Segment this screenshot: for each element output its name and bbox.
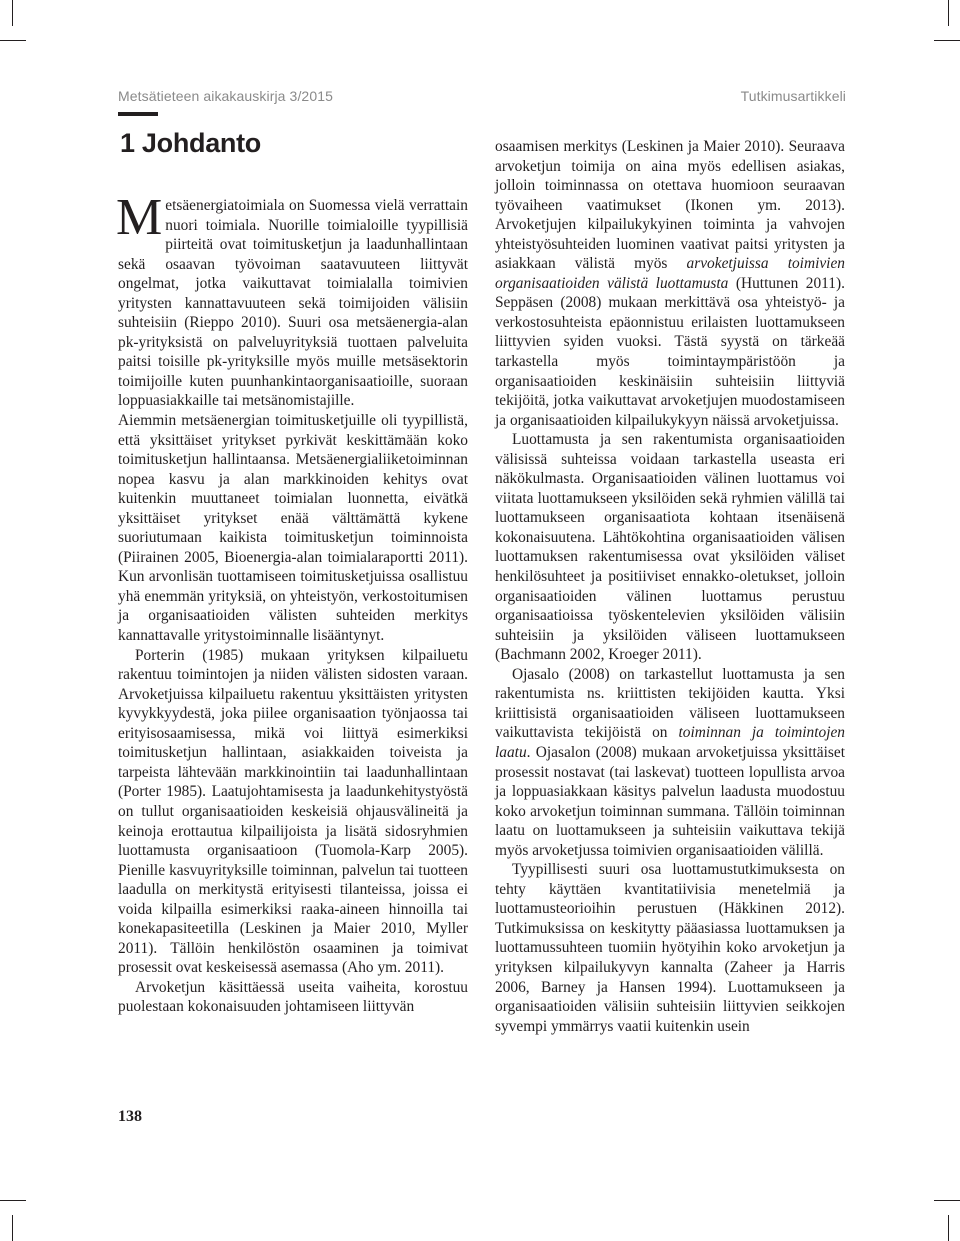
header-rule — [118, 112, 158, 116]
paragraph — [495, 137, 845, 430]
paragraph-text: . Ojasalon (2008) mukaan arvoketjuissa yksittäiset prosessit nostavat (tai laskevat) tuotteen lopullista arvoa ja loppuasiakkaan käsitys palvelun laadusta muodostuu koko arvoketjun toiminnan summana. Tällöin toiminnan laatu on luottamukseen ja suhteisiin vaikuttava tekijä myös arvoketjussa toimivien organisaatioiden välillä. — [495, 743, 845, 859]
crop-mark — [934, 1200, 960, 1201]
crop-mark — [948, 0, 949, 26]
paragraph — [116, 189, 468, 411]
crop-mark — [12, 1215, 13, 1241]
article-type: Tutkimusartikkeli — [740, 88, 846, 104]
section-title: 1 Johdanto — [120, 128, 262, 158]
paragraph-text: Ojasalo (2008) on tarkastellut luottamusta ja sen rakentumista ns. kriittisten tekijöiden kautta. Yksi kriittisistä organisaatioiden väliseen luottamukseen vaikuttavista tekijöistä on — [495, 665, 845, 742]
page-number: 138 — [118, 1108, 142, 1125]
paragraph: Porterin (1985) mukaan yrityksen kilpailuetu rakentuu toimintojen ja niiden välisten sidosten varaan. Arvoketjuissa kilpailuetu rakentuu yksittäisten yritysten kyvykkyydestä, joka piilee organisaation työnjaossa tai erityisosaamisessa, mikä voi liittyä esimerkiksi toimitusketjun hallintaan, asiakkaiden toiveista ja tarpeista lähtevään markkinointiin tai laadunhallintaan (Porter 1985). Laatujohtamisesta ja laadunkehitystyöstä on tullut organisaatioiden keskeisiä ohjausvälineitä ja keinoja erottautua kilpailijoista ja lisätä sidosryhmien luottamusta organisaatioon (Tuomola-Karp 2005). Pienille kasvuyrityksille toiminnan, palvelun tai tuotteen laadulla on merkitystä erityisesti tilanteissa, joissa ei voida kilpailla esimerkiksi raaka-aineen hinnoilla tai konekapasiteetilla (Leskinen ja Maier 2010, Myller 2011). Tällöin henkilöstön osaaminen ja toimivat prosessit ovat keskeisessä asemassa (Aho ym. 2011). — [118, 646, 468, 977]
paragraph: Arvoketjun käsittäessä useita vaiheita, korostuu puolestaan kokonaisuuden johtamiseen liittyvän — [118, 978, 468, 1016]
emphasis-text: toiminnan ja toimintojen laatu — [495, 724, 845, 761]
crop-mark — [948, 1215, 949, 1241]
crop-mark — [0, 1200, 26, 1201]
crop-mark — [12, 0, 13, 26]
drop-cap: M — [116, 189, 163, 246]
emphasis-text: arvoketjuissa toimivien organisaatioiden välistä luottamusta — [495, 255, 845, 292]
paragraph-text: (Huttunen 2011). Seppäsen (2008) mukaan merkittävä osa yhteistyö- ja verkostosuhteista epäonnistuu erilaisten luottamukseen liittyvien syiden vuoksi. Tästä syystä on tärkeää tarkastella myös toimintaympäristöön ja organisaatioiden keskinäisiin suhteisiin liittyviä tekijöitä, jotka vaikuttavat arvoketjujen muodostamiseen ja organisaatioiden kilpailukykyyn näissä arvoketjuissa. — [495, 274, 845, 429]
paragraph: Aiemmin metsäenergian toimitusketjuille oli tyypillistä, että yksittäiset yritykset pyrkivät keskittämään koko toimitusketjun hallintaansa. Metsäenergialiiketoiminnan nopea kasvu ja alan markkinoiden kehitys ovat kuitenkin muuttaneet toimialan luonnetta, eivätkä yksittäiset yritykset enää välttämättä kykene suoriutumaan kaikista toimitusketjun toiminnoista (Piirainen 2005, Bioenergia-alan toimialaraportti 2011). Kun arvonlisän tuottamiseen toimitusketjuissa osallistuu yhä enemmän yrityksiä, on yhteistyön, verkostoitumisen ja organisaatioiden välisten suhteiden merkitys kannattavalle yritystoiminnalle lisääntynyt. — [118, 412, 468, 645]
paragraph: Tyypillisesti suuri osa luottamustutkimuksesta on tehty käyttäen kvantitatiivisia menetelmiä ja luottamusteorioihin perustuen (Häkkinen 2012). Tutkimuksissa on keskitytty pääasiassa luottamuksen ja luottamussuhteen tuomiin hyötyihin koko arvoketjun ja yrityksen kilpailukyvyn kannalta (Zaheer ja Harris 2006, Barney ja Hansen 1994). Luottamukseen ja organisaatioiden välisiin suhteisiin liittyvien seikkojen syvempi ymmärrys vaatii kuitenkin usein — [495, 861, 845, 1035]
paragraph-text: etsäenergiatoimiala on Suomessa vielä verrattain nuori toimiala. Nuorille toimialoille tyypillisiä piirteitä ovat toimitusketjun ja laadunhallintaan sekä osaavan työvoiman saatavuuteen liittyvät ongelmat, jotka vaikuttavat toimialalla toimivien yritysten kannattavuuteen sekä toimijoiden välisiin suhteisiin (Rieppo 2010). Suuri osa metsäenergia-alan pk-yrityksistä on palveluyrityksiä tuottaen palveluita paitsi toisille pk-yrityksille myös muille metsäsektorin toimijoille kuten puunhankintaorganisaatioille, suoraan loppuasiakkaille tai metsänomistajille. — [118, 197, 468, 410]
left-column — [116, 189, 468, 1017]
crop-mark — [0, 40, 26, 41]
paragraph-text: osaamisen merkitys (Leskinen ja Maier 2010). Seuraava arvoketjun toimija on aina myös edellisen asiakas, jolloin toiminnassa on otettava huomioon seuraavan työvaiheen vaatimukset (Ikonen ym. 2013). Arvoketjujen kilpailukykyinen toiminta ja vahvojen yhteistyösuhteiden luominen vaativat paitsi yritysten ja asiakkaan välistä myös — [495, 138, 845, 273]
right-column — [495, 137, 845, 1036]
paragraph: Luottamusta ja sen rakentumista organisaatioiden välisissä suhteissa voidaan tarkastella useasta eri näkökulmasta. Organisaatioiden välinen luottamus voi viitata luottamukseen yksilöiden sekä ryhmien välillä tai luottamukseen organisaatiota kohtaan itsenäisenä kokonaisuutena. Lähtökohtina organisaatioiden välisen luottamuksen rakentumisessa ovat yksilöiden väliset henkilösuhteet ja positiiviset ennakko-oletukset, jolloin organisaatioiden välinen luottamus perustuu organisaatioissa työskentelevien yksilöiden välisiin suhteisiin ja yksilöiden väliseen luottamukseen (Bachmann 2002, Kroeger 2011). — [495, 431, 845, 664]
paragraph — [495, 665, 845, 860]
journal-title: Metsätieteen aikakauskirja 3/2015 — [118, 88, 333, 104]
crop-mark — [934, 40, 960, 41]
